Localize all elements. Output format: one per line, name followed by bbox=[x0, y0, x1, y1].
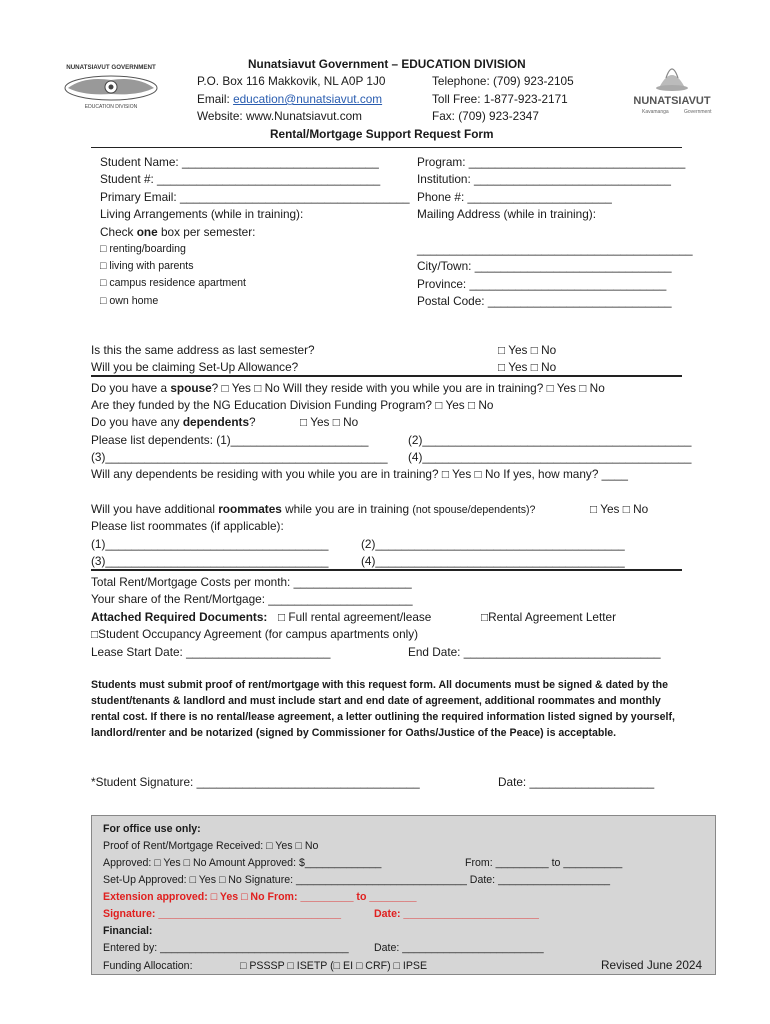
same-address-options[interactable]: □ Yes □ No bbox=[498, 343, 557, 357]
office-entered-date[interactable]: Date: ________________________ bbox=[374, 942, 544, 954]
postal-code-field[interactable]: Postal Code: ____________________________ bbox=[417, 294, 672, 308]
po-box: P.O. Box 116 Makkovik, NL A0P 1J0 bbox=[197, 74, 386, 88]
province-field[interactable]: Province: ______________________________ bbox=[417, 277, 667, 291]
signature-date-field[interactable]: Date: ___________________ bbox=[498, 775, 655, 789]
dependent-1-field[interactable]: Please list dependents: (1)_____________________ bbox=[91, 433, 369, 447]
institution-field[interactable]: Institution: ______________________________ bbox=[417, 172, 671, 186]
divider bbox=[91, 375, 682, 377]
student-name-field[interactable]: Student Name: ______________________________ bbox=[100, 155, 379, 169]
office-proof-row[interactable]: Proof of Rent/Mortgage Received: □ Yes □ No bbox=[103, 840, 319, 852]
program-field[interactable]: Program: _________________________________ bbox=[417, 155, 686, 169]
check-post: box per semester: bbox=[157, 225, 256, 239]
spouse-question[interactable] bbox=[91, 381, 605, 395]
share-cost-field[interactable]: Your share of the Rent/Mortgage: ______________________ bbox=[91, 592, 413, 606]
same-address-question: Is this the same address as last semester? bbox=[91, 343, 315, 357]
logo-left-text: NUNATSIAVUT GOVERNMENT bbox=[66, 64, 156, 71]
city-field[interactable]: City/Town: ______________________________ bbox=[417, 259, 672, 273]
office-from-to[interactable]: From: _________ to __________ bbox=[465, 857, 623, 869]
roommates-question bbox=[91, 502, 535, 517]
setup-options[interactable]: □ Yes □ No bbox=[498, 360, 557, 374]
student-signature-field[interactable]: *Student Signature: __________________________________ bbox=[91, 775, 420, 789]
dep-bold: dependents bbox=[182, 415, 250, 429]
office-financial-label: Financial: bbox=[103, 925, 153, 937]
notice-paragraph: Students must submit proof of rent/mortgage with this request form. All documents must be signed & dated by the student/tenants & landlord and must include start and end date of agreement, additional roommates and monthly rental cost. If there is no rental/lease agreement, a letter outlining the required information listed signed by yourself, landlord/renter and be notarized (signed by Commissioner for Oaths/Justice of the Peace) is acceptable. bbox=[91, 679, 675, 739]
office-setup-row[interactable]: Set-Up Approved: □ Yes □ No Signature: _____________________________ Date: ___________________ bbox=[103, 874, 611, 886]
primary-email-field[interactable]: Primary Email: ___________________________________ bbox=[100, 190, 410, 204]
roommates-list-label: Please list roommates (if applicable): bbox=[91, 519, 284, 533]
logo-right-text: NUNATSIAVUT bbox=[633, 95, 711, 107]
roommate-4-field[interactable]: (4)______________________________________ bbox=[361, 554, 625, 568]
dependents-question bbox=[91, 415, 256, 429]
setup-question: Will you be claiming Set-Up Allowance? bbox=[91, 360, 299, 374]
student-number-field[interactable]: Student #: __________________________________ bbox=[100, 172, 381, 186]
mailing-address-label: Mailing Address (while in training): bbox=[417, 207, 596, 221]
roommate-2-field[interactable]: (2)______________________________________ bbox=[361, 537, 625, 551]
roommates-options[interactable]: □ Yes □ No bbox=[590, 502, 649, 516]
room-small: (not spouse/dependents)? bbox=[412, 504, 536, 516]
living-arrangements-label: Living Arrangements (while in training): bbox=[100, 207, 304, 221]
nunatsiavut-logo bbox=[622, 56, 722, 118]
email-link[interactable]: education@nunatsiavut.com bbox=[233, 92, 383, 106]
office-extension-row[interactable]: Extension approved: □ Yes □ No From: _________ to ________ bbox=[103, 891, 417, 903]
logo-left-sub: EDUCATION DIVISION bbox=[84, 104, 138, 110]
fax: Fax: (709) 923-2347 bbox=[432, 109, 539, 123]
room-bold: roommates bbox=[218, 502, 282, 516]
nunatsiavut-government-logo bbox=[54, 62, 169, 112]
funded-question[interactable]: Are they funded by the NG Education Division Funding Program? □ Yes □ No bbox=[91, 398, 494, 412]
dependents-reside-question[interactable]: Will any dependents be residing with you while you are in training? □ Yes □ No If yes, how many? ____ bbox=[91, 467, 628, 481]
email-label: Email: bbox=[197, 92, 234, 106]
website: Website: www.Nunatsiavut.com bbox=[197, 109, 363, 123]
office-approved-row[interactable]: Approved: □ Yes □ No Amount Approved: $_____________ bbox=[103, 857, 382, 869]
revised-date: Revised June 2024 bbox=[601, 958, 702, 972]
form-title: Rental/Mortgage Support Request Form bbox=[270, 127, 494, 141]
spouse-bold: spouse bbox=[170, 381, 212, 395]
documents-label: Attached Required Documents: bbox=[91, 610, 268, 624]
agreement-letter-checkbox[interactable]: □Rental Agreement Letter bbox=[481, 610, 617, 624]
office-signature-red[interactable]: Signature: _______________________________ bbox=[103, 908, 341, 920]
office-funding-options[interactable]: □ PSSSP □ ISETP (□ EI □ CRF) □ IPSE bbox=[240, 960, 428, 972]
address-line-field[interactable]: __________________________________________ bbox=[417, 242, 693, 256]
dep-post: ? bbox=[249, 415, 256, 429]
office-funding-label: Funding Allocation: bbox=[103, 960, 193, 972]
lease-start-field[interactable]: Lease Start Date: ______________________ bbox=[91, 645, 331, 659]
dependent-3-field[interactable]: (3)___________________________________________ bbox=[91, 450, 388, 464]
check-pre: Check bbox=[100, 225, 137, 239]
divider bbox=[91, 147, 682, 148]
end-date-field[interactable]: End Date: ______________________________ bbox=[408, 645, 661, 659]
spouse-pre: Do you have a bbox=[91, 381, 171, 395]
roommate-3-field[interactable]: (3)__________________________________ bbox=[91, 554, 329, 568]
option-campus-checkbox[interactable]: □ campus residence apartment bbox=[100, 277, 246, 289]
room-pre: Will you have additional bbox=[91, 502, 219, 516]
room-post: while you are in training bbox=[281, 502, 413, 516]
check-bold: one bbox=[136, 225, 158, 239]
logo-right-sub1: Kavamanga bbox=[642, 109, 669, 115]
office-title: For office use only: bbox=[103, 823, 201, 835]
org-title: Nunatsiavut Government – EDUCATION DIVISION bbox=[248, 57, 526, 71]
phone-field[interactable]: Phone #: ______________________ bbox=[417, 190, 612, 204]
dependent-2-field[interactable]: (2)_________________________________________ bbox=[408, 433, 692, 447]
full-agreement-checkbox[interactable]: □ Full rental agreement/lease bbox=[278, 610, 432, 624]
dep-pre: Do you have any bbox=[91, 415, 183, 429]
dependents-options[interactable]: □ Yes □ No bbox=[300, 415, 359, 429]
option-parents-checkbox[interactable]: □ living with parents bbox=[100, 260, 194, 272]
office-entered-by[interactable]: Entered by: ________________________________ bbox=[103, 942, 349, 954]
dependent-4-field[interactable]: (4)_________________________________________ bbox=[408, 450, 692, 464]
roommate-1-field[interactable]: (1)__________________________________ bbox=[91, 537, 329, 551]
divider bbox=[91, 569, 682, 571]
check-one-label bbox=[100, 225, 255, 239]
logo-right-sub2: Government bbox=[684, 109, 712, 115]
telephone: Telephone: (709) 923-2105 bbox=[432, 74, 574, 88]
option-own-home-checkbox[interactable]: □ own home bbox=[100, 295, 159, 307]
email-line bbox=[197, 92, 382, 106]
occupancy-agreement-checkbox[interactable]: □Student Occupancy Agreement (for campus apartments only) bbox=[91, 627, 419, 641]
toll-free: Toll Free: 1-877-923-2171 bbox=[432, 92, 568, 106]
total-cost-field[interactable]: Total Rent/Mortgage Costs per month: __________________ bbox=[91, 575, 412, 589]
option-renting-checkbox[interactable]: □ renting/boarding bbox=[100, 243, 186, 255]
spouse-post: ? □ Yes □ No Will they reside with you while you are in training? □ Yes □ No bbox=[211, 381, 605, 395]
office-date-red[interactable]: Date: _______________________ bbox=[374, 908, 539, 920]
